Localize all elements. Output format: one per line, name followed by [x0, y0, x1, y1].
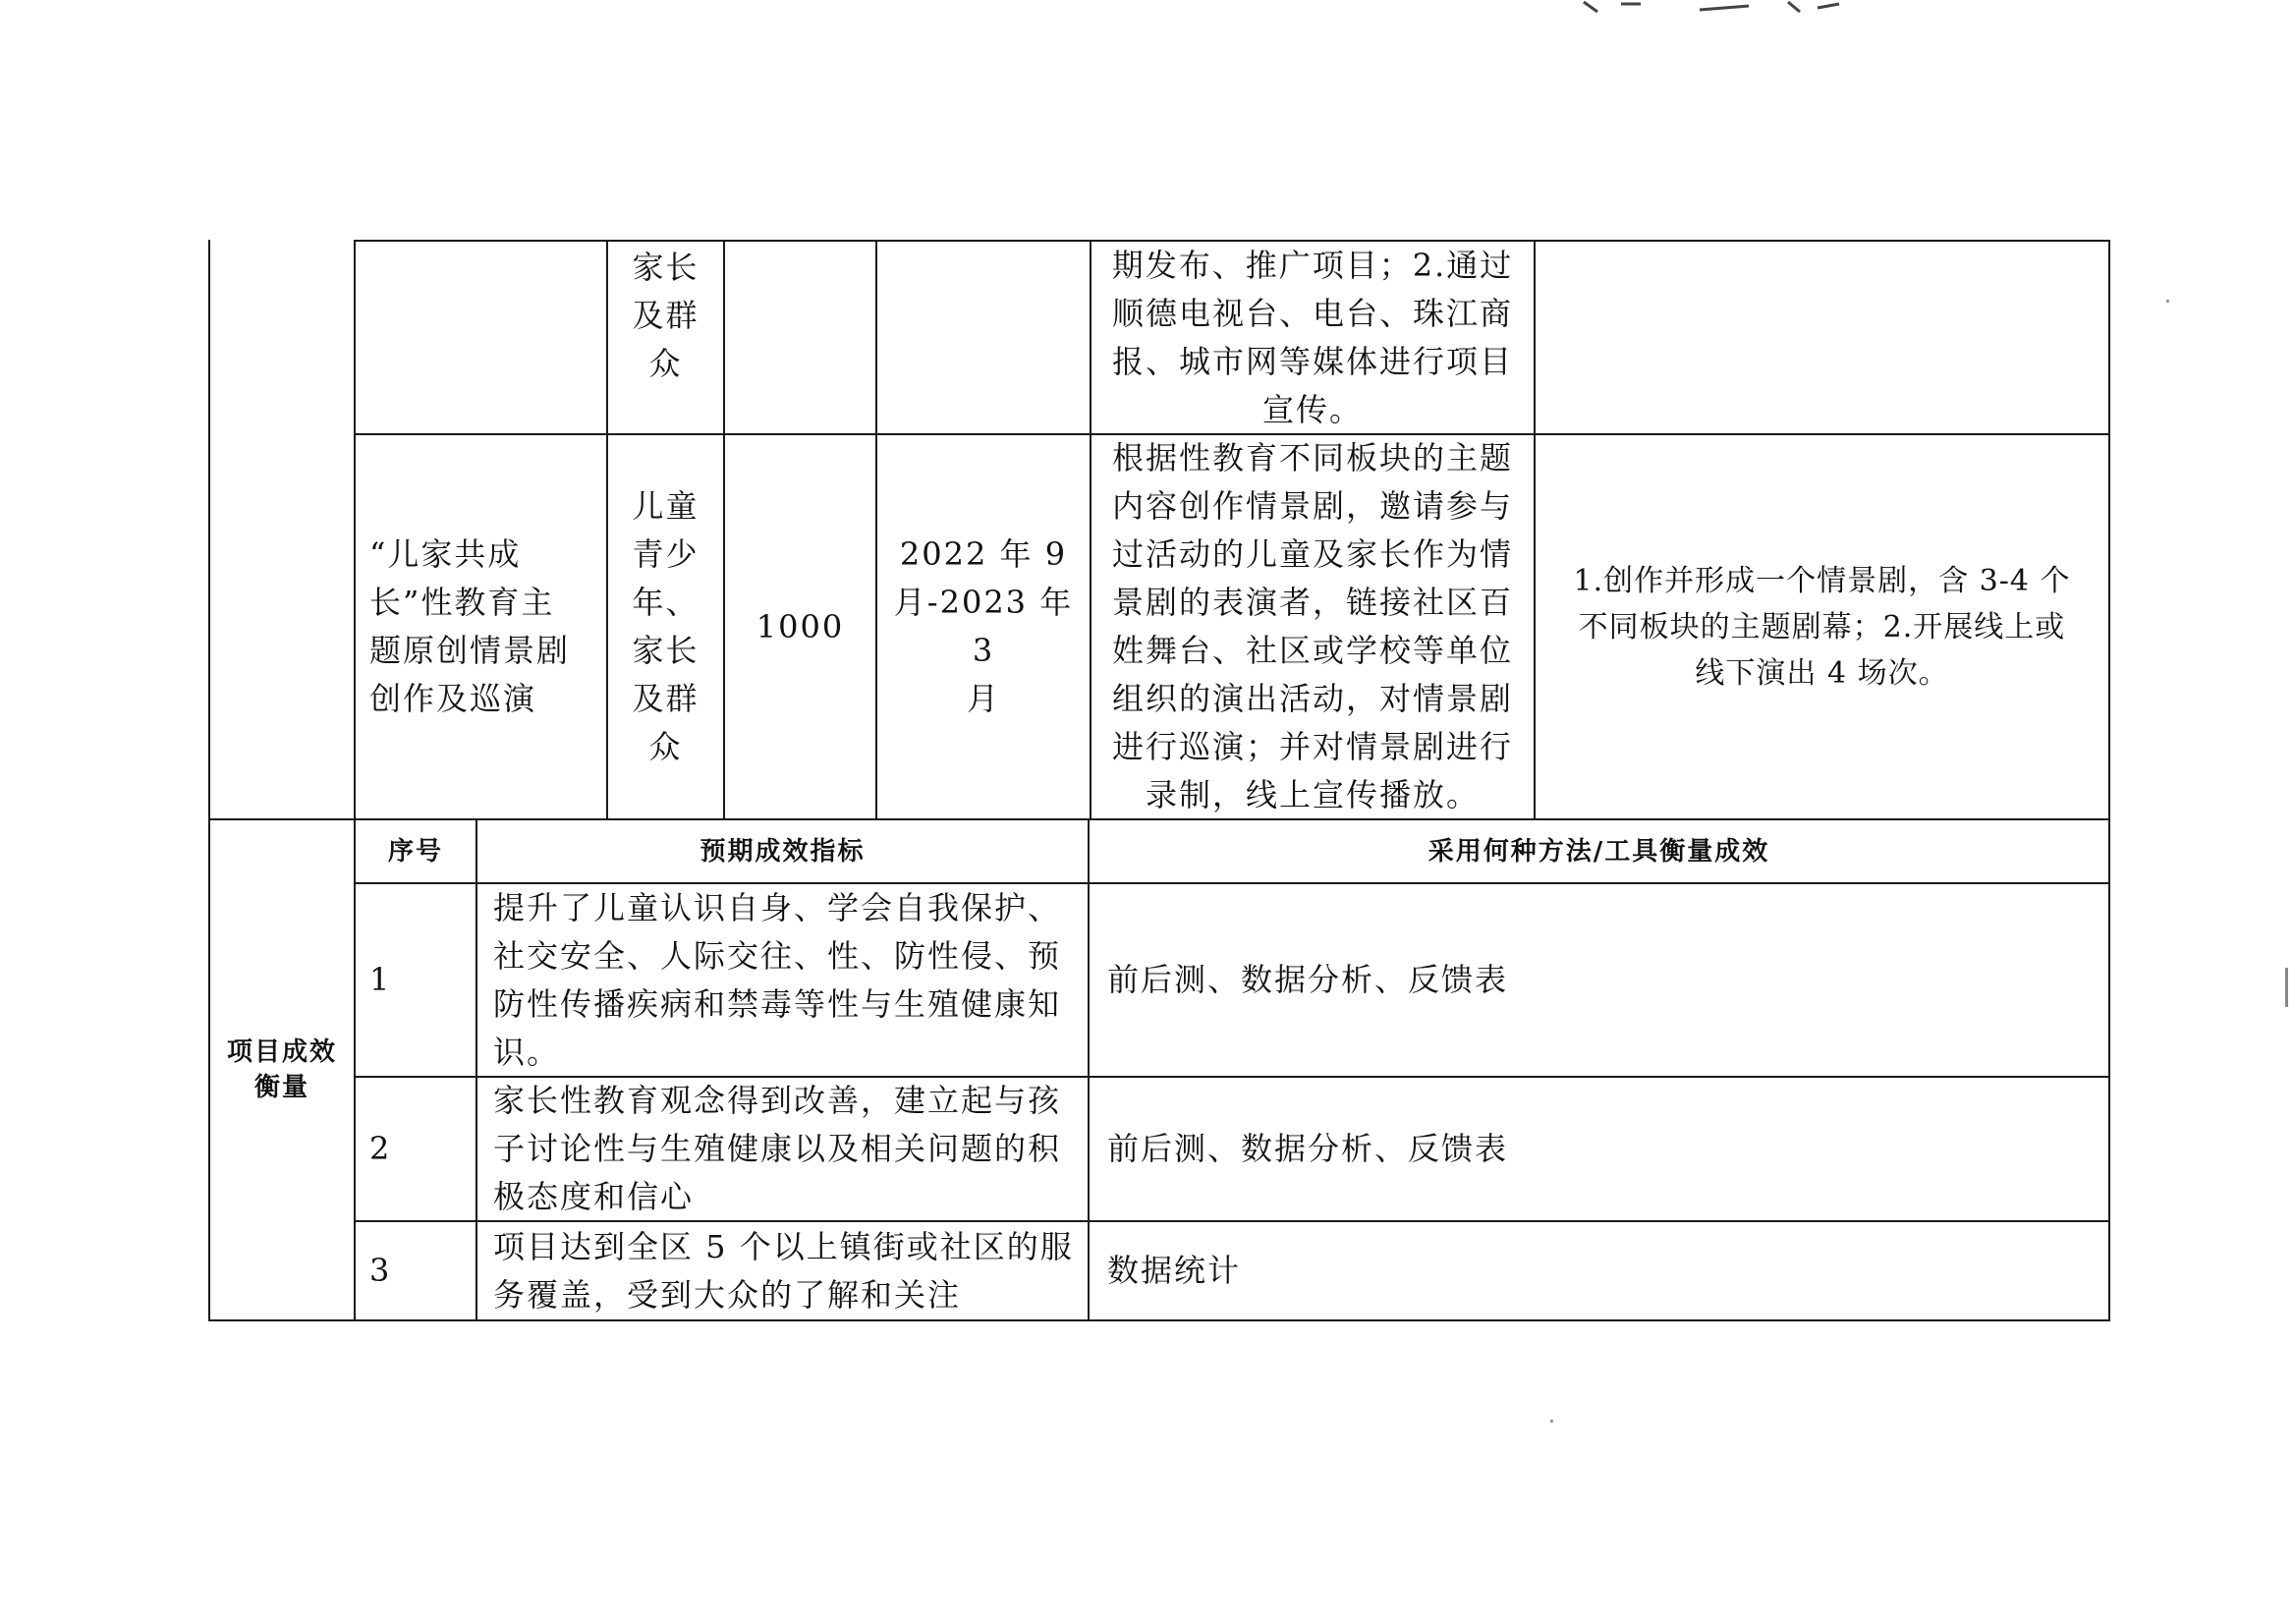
measure-row2-method-cell	[1090, 1078, 2108, 1220]
measure-row2-no-cell	[356, 1078, 476, 1220]
header-method: 采用何种方法/工具衡量成效	[1427, 836, 1770, 867]
row2-audience: 儿童 青少 年、 家长 及群 众	[632, 487, 700, 765]
measure-row1-method-cell	[1090, 884, 2108, 1076]
measure-section-label-cell	[210, 820, 354, 1319]
scan-speck	[2285, 968, 2288, 1007]
header-no: 序号	[387, 836, 443, 867]
project-plan-table	[208, 240, 2110, 1321]
row2-activity-cell	[356, 435, 606, 818]
measure-row1-indicator-cell	[477, 884, 1088, 1076]
header-indicator-cell	[477, 820, 1088, 882]
measure-row1-no-cell	[356, 884, 476, 1076]
scan-speck	[1550, 1420, 1553, 1423]
measure-row1-no: 1	[369, 961, 392, 998]
row1-period-cell	[877, 242, 1090, 433]
measure-row1-indicator: 提升了儿童认识自身、学会自我保护、 社交安全、人际交往、性、防性侵、预 防性传播疾病和禁毒等性与生殖健康知 识。	[493, 888, 1062, 1071]
scan-speck	[2166, 300, 2169, 303]
measure-row2-method: 前后测、数据分析、反馈表	[1107, 1130, 1509, 1167]
scan-artifact	[1582, 0, 1847, 14]
row1-content: 期发布、推广项目；2.通过 顺德电视台、电台、珠江商 报、城市网等媒体进行项目 宣传。	[1111, 247, 1514, 428]
row1-activity-cell	[356, 242, 606, 433]
measure-row3-method: 数据统计	[1107, 1252, 1242, 1289]
header-indicator: 预期成效指标	[700, 836, 866, 867]
row2-people: 1000	[756, 607, 845, 645]
row2-people-cell	[725, 435, 875, 818]
row1-audience-cell	[608, 242, 723, 433]
measure-row3-method-cell	[1090, 1222, 2108, 1319]
row1-audience: 家长 及群 众	[632, 249, 700, 382]
header-method-cell	[1090, 820, 2108, 882]
row2-content-cell	[1092, 435, 1534, 818]
measure-row2-indicator: 家长性教育观念得到改善，建立起与孩 子讨论性与生殖健康以及相关问题的积 极态度和信心	[493, 1082, 1062, 1215]
measure-row1-method: 前后测、数据分析、反馈表	[1107, 961, 1509, 998]
measure-row3-no: 3	[369, 1252, 392, 1289]
row2-output: 1.创作并形成一个情景剧，含 3-4 个 不同板块的主题剧幕；2.开展线上或 线下演出 4 场次。	[1573, 563, 2071, 691]
row2-content: 根据性教育不同板块的主题 内容创作情景剧，邀请参与 过活动的儿童及家长作为情 景剧的表演者，链接社区百 姓舞台、社区或学校等单位 组织的演出活动，对情景剧 进行巡演；并对情景剧进行 录制，线上宣传播放。	[1111, 439, 1513, 813]
row2-period-cell	[877, 435, 1090, 818]
row2-period: 2022 年 9 月-2023 年 3 月	[893, 535, 1074, 717]
measure-row3-indicator-cell	[477, 1222, 1088, 1319]
measure-row2-no: 2	[369, 1130, 392, 1167]
measure-row3-indicator: 项目达到全区 5 个以上镇街或社区的服 务覆盖，受到大众的了解和关注	[493, 1227, 1074, 1314]
measure-row3-no-cell	[356, 1222, 476, 1319]
row1-people-cell	[725, 242, 875, 433]
row1-output-cell	[1536, 242, 2108, 433]
measure-section-label: 项目成效 衡量	[226, 1037, 337, 1102]
row2-activity: “儿家共成 长”性教育主 题原创情景剧 创作及巡演	[369, 535, 571, 717]
row1-content-cell	[1092, 242, 1534, 433]
measure-row2-indicator-cell	[477, 1078, 1088, 1220]
row2-audience-cell	[608, 435, 723, 818]
row2-output-cell	[1536, 435, 2108, 818]
header-no-cell	[356, 820, 476, 882]
